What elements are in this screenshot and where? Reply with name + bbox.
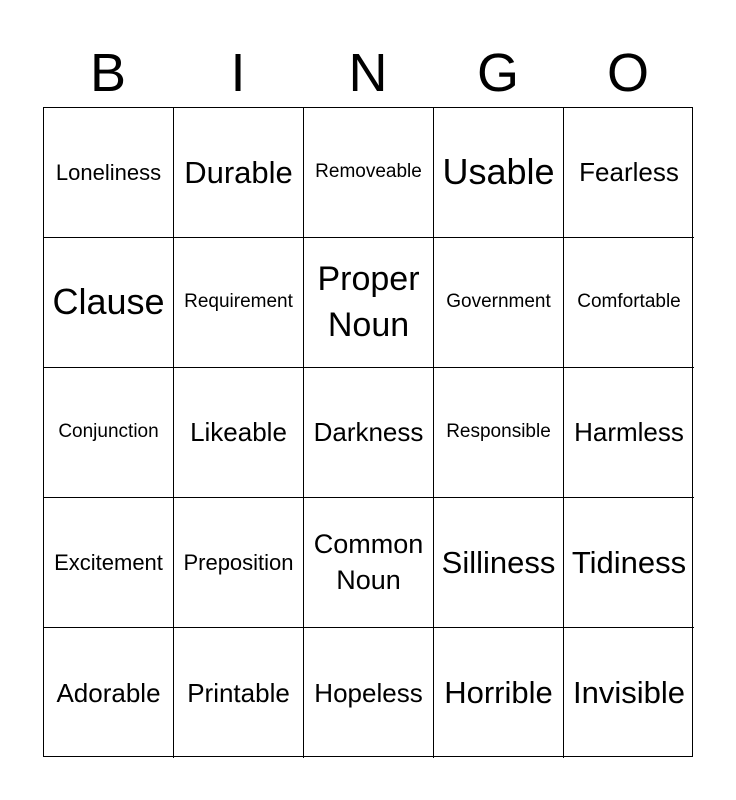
bingo-cell-r5c5[interactable]: Invisible [573, 675, 685, 711]
bingo-cell-r4c1[interactable]: Excitement [44, 498, 174, 628]
bingo-cell-r2c4[interactable]: Government [434, 238, 564, 368]
bingo-cell-r1c2[interactable]: Durable [174, 108, 304, 238]
header-letter-n: N [348, 43, 388, 103]
bingo-cell-r4c4[interactable]: Silliness [434, 498, 564, 628]
bingo-cell-r4c5[interactable]: Tidiness [564, 498, 694, 628]
bingo-cell-r5c2[interactable]: Printable [174, 628, 304, 758]
bingo-cell-r1c4[interactable]: Usable [434, 108, 564, 238]
bingo-cell-r3c2[interactable]: Likeable [174, 368, 304, 498]
bingo-cell-r2c1[interactable]: Clause [44, 238, 174, 368]
bingo-cell-r5c3[interactable]: Hopeless [304, 628, 434, 758]
header-letter-g: G [476, 43, 519, 103]
bingo-cell-r4c2[interactable]: Preposition [174, 498, 304, 628]
bingo-cell-r2c3[interactable]: Proper Noun [304, 238, 434, 368]
bingo-cell-r1c1[interactable]: Loneliness [44, 108, 174, 238]
bingo-cell-r3c4[interactable]: Responsible [434, 368, 564, 498]
bingo-cell-r2c2[interactable]: Requirement [174, 238, 304, 368]
bingo-cell-r5c4[interactable]: Horrible [434, 628, 564, 758]
bingo-cell-r3c1[interactable]: Conjunction [44, 368, 174, 498]
bingo-board [43, 107, 693, 757]
bingo-cell-r3c3[interactable]: Darkness [304, 368, 434, 498]
bingo-cell-r5c1[interactable]: Adorable [44, 628, 174, 758]
header-letter-i: I [230, 43, 246, 103]
header-letter-b: B [89, 43, 127, 103]
header-letter-o: O [606, 43, 649, 103]
bingo-cell-r1c3[interactable]: Removeable [304, 108, 434, 238]
bingo-cell-r1c5[interactable]: Fearless [564, 108, 694, 238]
bingo-cell-r3c5[interactable]: Harmless [564, 368, 694, 498]
bingo-header [43, 40, 693, 106]
bingo-cell-r2c5[interactable]: Comfortable [564, 238, 694, 368]
bingo-cell-r4c3[interactable]: Common Noun [304, 498, 434, 628]
